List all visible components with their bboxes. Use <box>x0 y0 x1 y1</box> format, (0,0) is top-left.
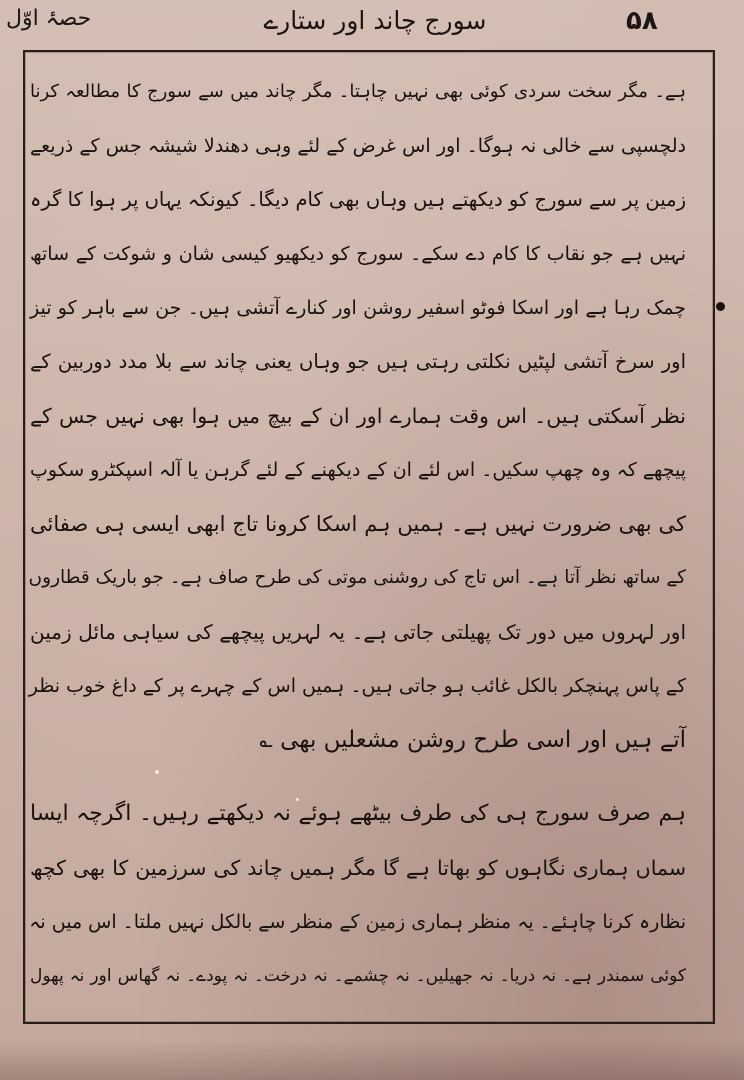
text-line-7: نظر آسکتی ہیں۔ اس وقت ہمارے اور ان کے بیچ میں ہوا بھی نہیں جس کے <box>30 404 686 428</box>
part-label: حصۂ اوّل <box>6 6 92 31</box>
text-line-11: اور لہروں میں دور تک پھیلتی جاتی ہے۔ یہ لہریں پیچھے کی سیاہی مائل زمین <box>30 620 686 644</box>
text-line-6: اور سرخ آتشی لپٹیں نکلتی رہتی ہیں جو وہاں یعنی چاند سے بلا مدد دوربین کے <box>30 350 686 373</box>
text-line-5: چمک رہا ہے اور اسکا فوٹو اسفیر روشن اور کنارے آتشی ہیں۔ جن سے باہر کو تیز <box>30 297 686 319</box>
text-line-8: پیچھے کہ وہ چھپ سکیں۔ اس لئے ان کے دیکھنے کے لئے گرہن یا آلہ اسپکٹرو سکوپ <box>30 459 686 481</box>
page-bottom-shadow <box>0 1040 744 1080</box>
text-line-15: سماں ہماری نگاہوں کو بھاتا ہے گا مگر ہمیں چاند کی سرزمین کا بھی کچھ <box>30 856 686 880</box>
text-line-1: ہے۔ مگر سخت سردی کوئی بھی نہیں چاہتا۔ مگر چاند میں سے سورج کا مطالعہ کرنا <box>30 81 686 102</box>
page-number: ۵۸ <box>626 6 658 36</box>
paper-speck <box>296 798 299 801</box>
text-line-14: ہم صرف سورج ہی کی طرف بیٹھے ہوئے نہ دیکھتے رہیں۔ اگرچہ ایسا <box>30 801 686 826</box>
text-line-13: آتے ہیں اور اسی طرح روشن مشعلیں بھی ؎ <box>259 727 686 753</box>
text-line-4: نہیں ہے جو نقاب کا کام دے سکے۔ سورج کو دیکھیو کیسی شان و شوکت کے ساتھ <box>30 243 686 265</box>
text-line-12: کے پاس پہنچکر بالکل غائب ہو جاتی ہیں۔ ہمیں اس کے چہرے پر کے داغ خوب نظر <box>28 675 686 697</box>
text-line-10: کے ساتھ نظر آتا ہے۔ اس تاج کی روشنی موتی کی طرح صاف ہے۔ جو باریک قطاروں <box>28 567 686 588</box>
text-line-17: کوئی سمندر ہے۔ نہ دریا۔ نہ جھیلیں۔ نہ چشمے۔ نہ درخت۔ نہ پودے۔ نہ گھاس اور نہ پھول <box>30 966 686 986</box>
text-line-9: کی بھی ضرورت نہیں ہے۔ ہمیں ہم اسکا کرونا تاج ابھی ایسی ہی صفائی <box>30 512 686 536</box>
text-line-3: زمین پر سے سورج کو دیکھتے ہیں وہاں بھی کام دیگا۔ کیونکہ یہاں پر ہوا کا گرہ <box>30 188 686 211</box>
paper-speck <box>155 770 159 774</box>
text-line-2: دلچسپی سے خالی نہ ہوگا۔ اور اس غرض کے لئے وہی دھندلا شیشہ جس کے ذریعے <box>30 135 686 157</box>
text-line-16: نظارہ کرنا چاہئے۔ یہ منظر ہماری زمین کے منظر سے بالکل نہیں ملتا۔ اس میں نہ <box>29 911 686 933</box>
page-header <box>0 0 744 52</box>
running-title: سورج چاند اور ستارے <box>263 6 487 35</box>
margin-ink-dot <box>716 302 725 311</box>
